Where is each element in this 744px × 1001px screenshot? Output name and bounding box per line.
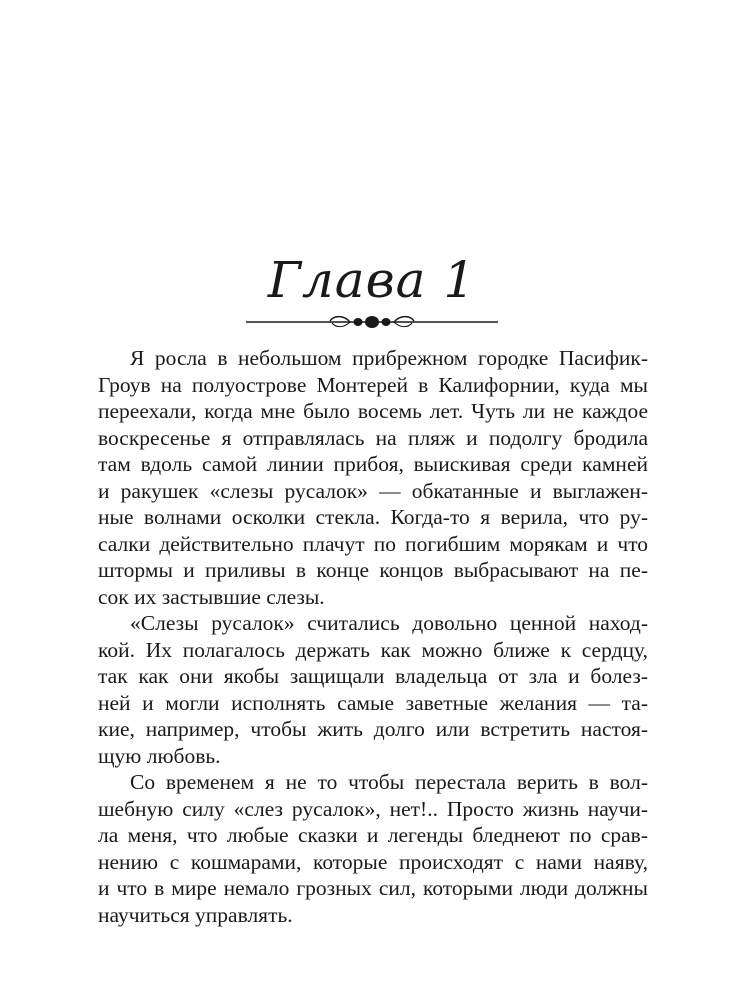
text-line: кой. Их полагалось держать как можно ближе к сердцу, — [98, 637, 648, 662]
text-line: переехали, когда мне было восемь лет. Чуть ли не каждое — [98, 399, 648, 423]
text-line: научиться управлять. — [98, 902, 293, 927]
text-line: Я росла в небольшом прибрежном городке Пасифик- — [130, 346, 648, 370]
chapter-body — [98, 345, 648, 928]
text-line: ные волнами осколки стекла. Когда-то я верила, что ру- — [98, 505, 648, 529]
text-line: ней и могли исполнять самые заветные желания — та- — [98, 690, 648, 715]
text-line: там вдоль самой линии прибоя, выискивая среди камней — [98, 452, 648, 476]
paragraph-1 — [98, 345, 648, 610]
flourish-divider-icon — [246, 312, 498, 332]
text-line: и что в мире немало грозных сил, которыми люди должны — [98, 876, 648, 900]
text-line: ла меня, что любые сказки и легенды бледнеют по срав- — [98, 823, 648, 847]
paragraph-3 — [98, 769, 648, 928]
text-line: «Слезы русалок» считались довольно ценной наход- — [130, 611, 648, 635]
text-line: салки действительно плачут по погибшим морякам и что — [98, 531, 648, 556]
text-line: кие, например, чтобы жить долго или встретить настоя- — [98, 717, 648, 741]
text-line: шебную силу «слез русалок», нет!.. Просто жизнь научи- — [98, 796, 648, 821]
text-line: и ракушек «слезы русалок» — обкатанные и выглажен- — [98, 478, 648, 503]
chapter-title: Глава 1 — [267, 251, 477, 309]
text-line: щую любовь. — [98, 743, 221, 768]
paragraph-2 — [98, 610, 648, 769]
text-line: сок их застывшие слезы. — [98, 584, 325, 609]
text-line: так как они якобы защищали владельца от зла и болез- — [98, 664, 648, 688]
text-line: Гроув на полуострове Монтерей в Калифорнии, куда мы — [98, 372, 648, 397]
text-line: нению с кошмарами, которые происходят с нами наяву, — [98, 849, 648, 874]
text-line: Со временем я не то чтобы перестала верить в вол- — [130, 770, 648, 794]
text-line: воскресенье я отправлялась на пляж и подолгу бродила — [98, 425, 648, 450]
text-line: штормы и приливы в конце концов выбрасывают на пе- — [98, 558, 648, 582]
